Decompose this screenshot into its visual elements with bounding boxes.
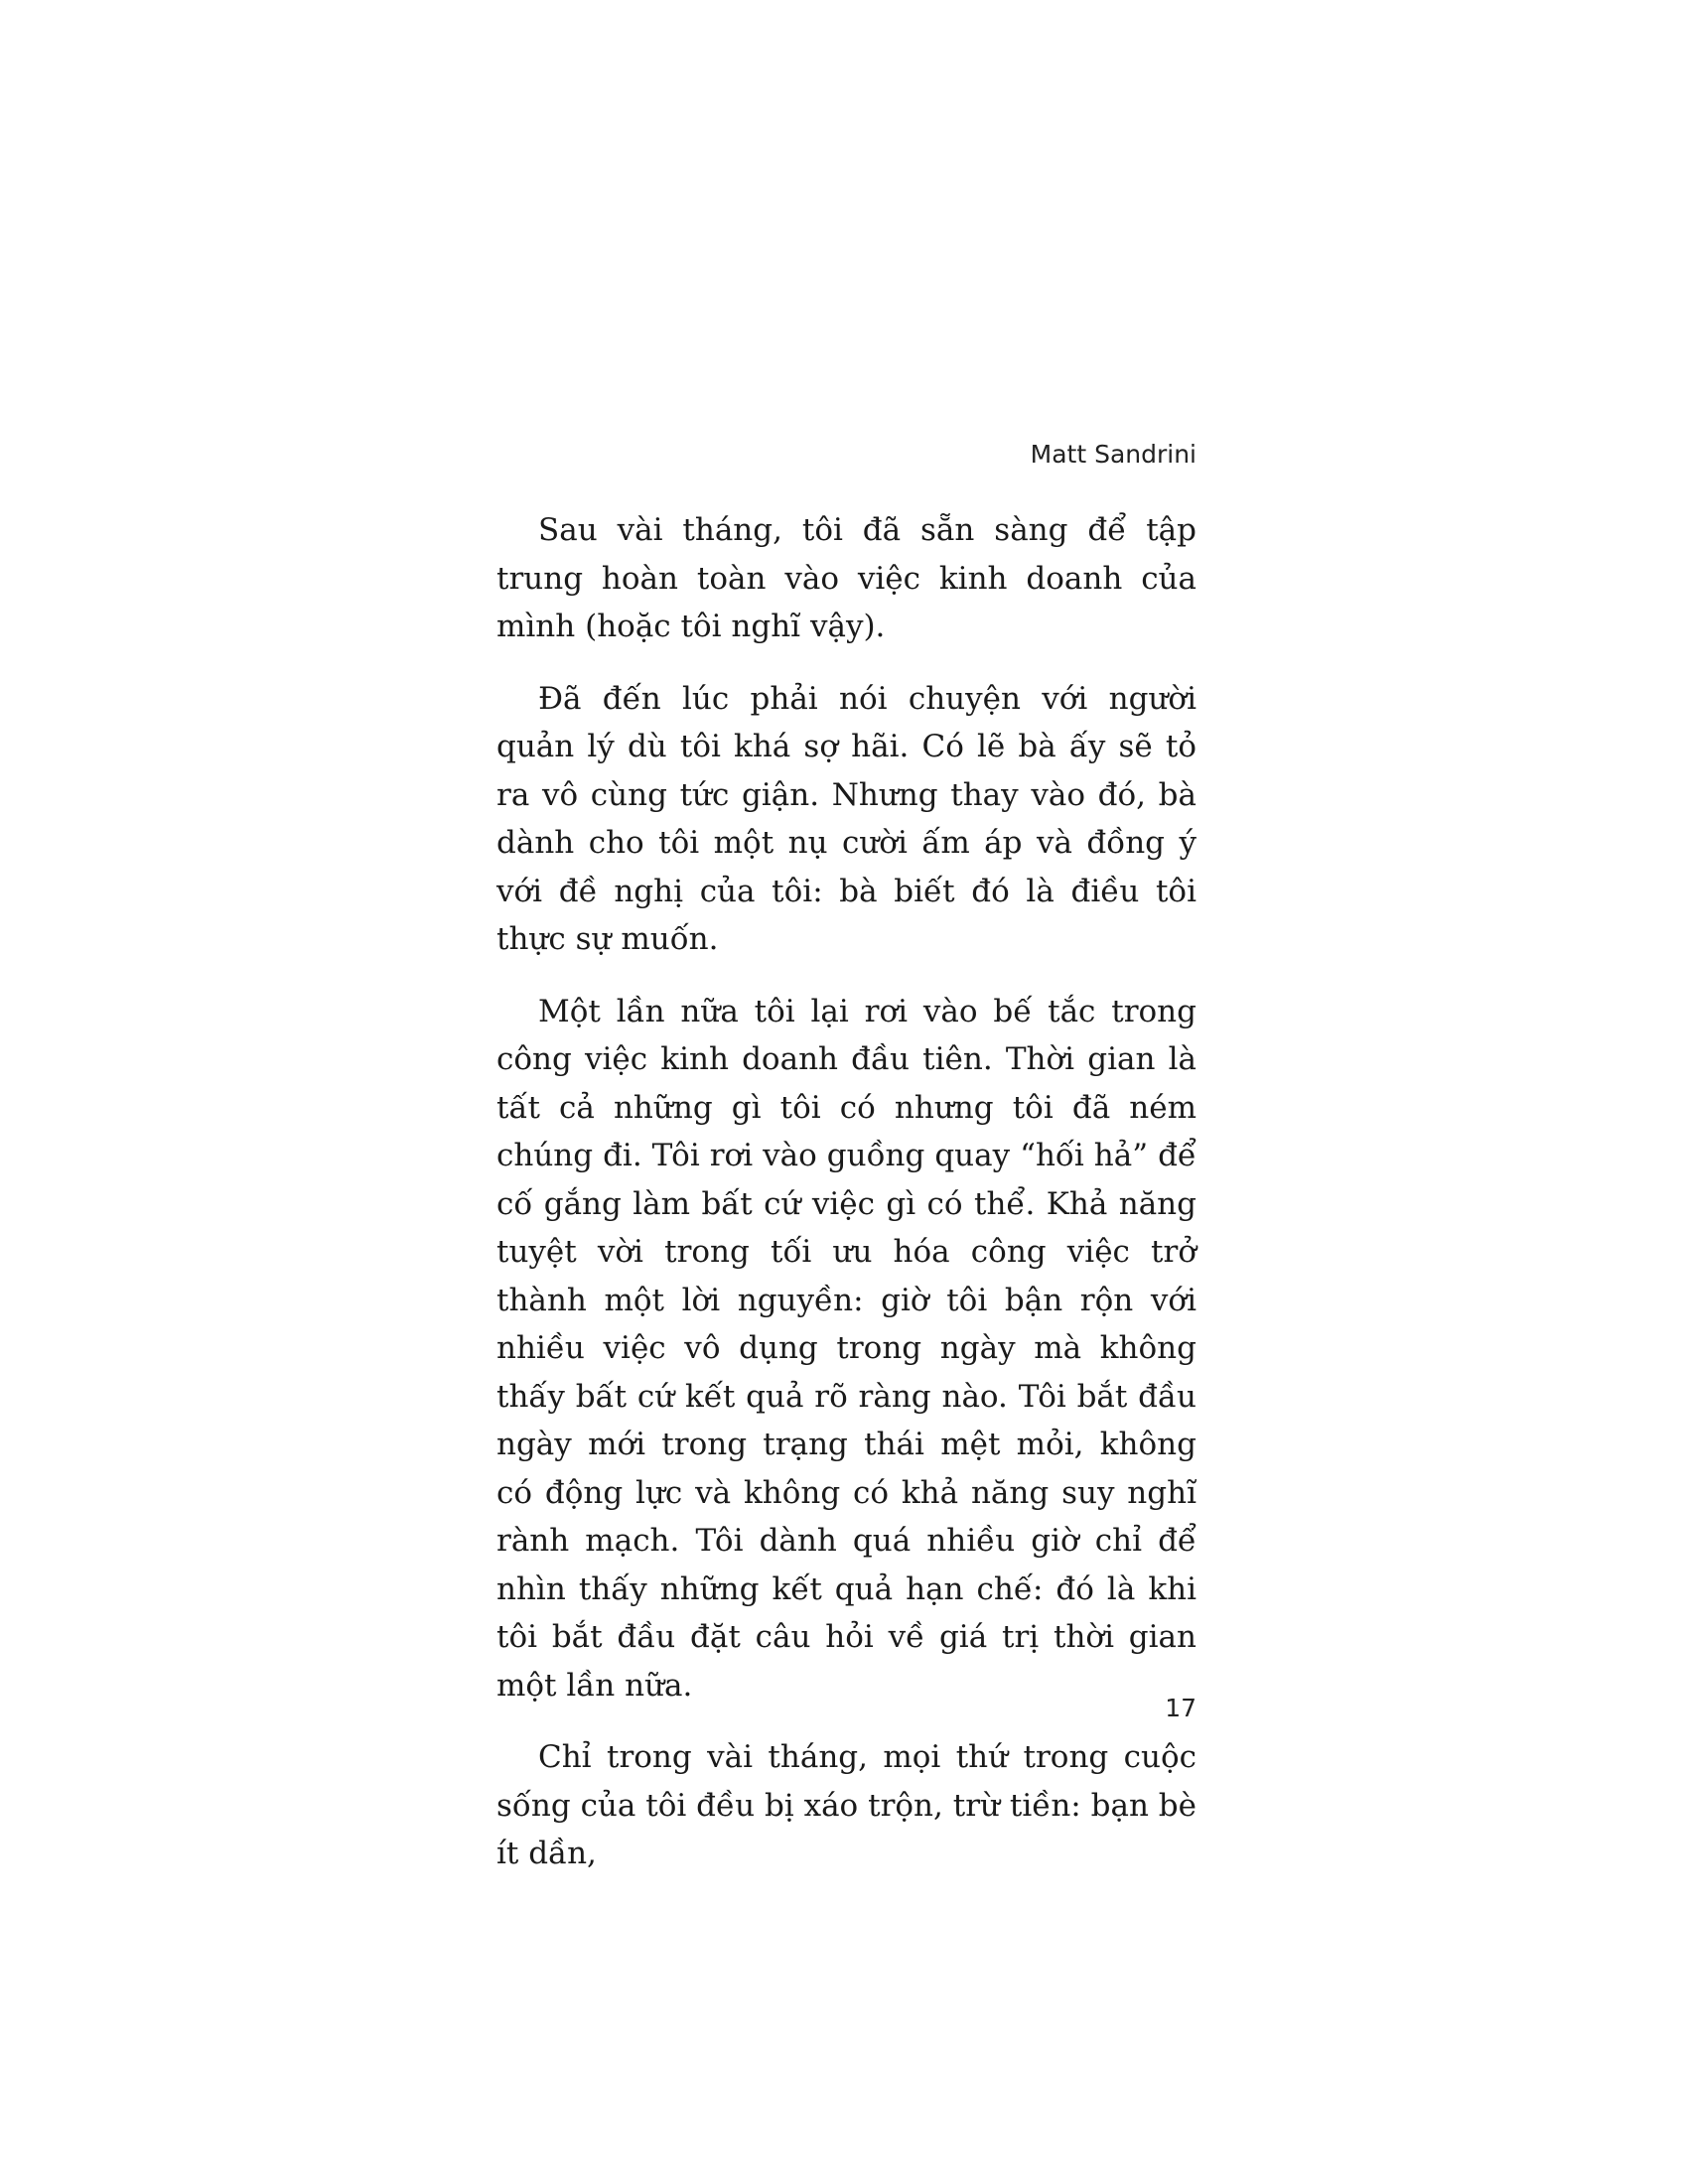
paragraph-3: Một lần nữa tôi lại rơi vào bế tắc trong công việc kinh doanh đầu tiên. Thời gian là tất cả những gì tôi có nhưng tôi đã ném chúng đi. Tôi rơi vào guồng quay “hối hả” để cố gắng làm bất cứ việc gì có thể. Khả năng tuyệt vời trong tối ưu hóa công việc trở thành một lời nguyền: giờ tôi bận rộn với nhiều việc vô dụng trong ngày mà không thấy bất cứ kết quả rõ ràng nào. Tôi bắt đầu ngày mới trong trạng thái mệt mỏi, không có động lực và không có khả năng suy nghĩ rành mạch. Tôi dành quá nhiều giờ chỉ để nhìn thấy những kết quả hạn chế: đó là khi tôi bắt đầu đặt câu hỏi về giá trị thời gian một lần nữa. (496, 993, 1196, 1704)
body-text (496, 506, 1196, 1902)
running-header-author: Matt Sandrini (1030, 440, 1196, 469)
paragraph-2: Đã đến lúc phải nói chuyện với người quản lý dù tôi khá sợ hãi. Có lẽ bà ấy sẽ tỏ ra vô cùng tức giận. Nhưng thay vào đó, bà dành cho tôi một nụ cười ấm áp và đồng ý với đề nghị của tôi: bà biết đó là điều tôi thực sự muốn. (496, 680, 1196, 957)
page-number: 17 (1165, 1694, 1196, 1722)
paragraph-1: Sau vài tháng, tôi đã sẵn sàng để tập trung hoàn toàn vào việc kinh doanh của mình (hoặc tôi nghĩ vậy). (496, 512, 1196, 644)
paragraph-4: Chỉ trong vài tháng, mọi thứ trong cuộc sống của tôi đều bị xáo trộn, trừ tiền: bạn bè ít dần, (496, 1739, 1196, 1871)
